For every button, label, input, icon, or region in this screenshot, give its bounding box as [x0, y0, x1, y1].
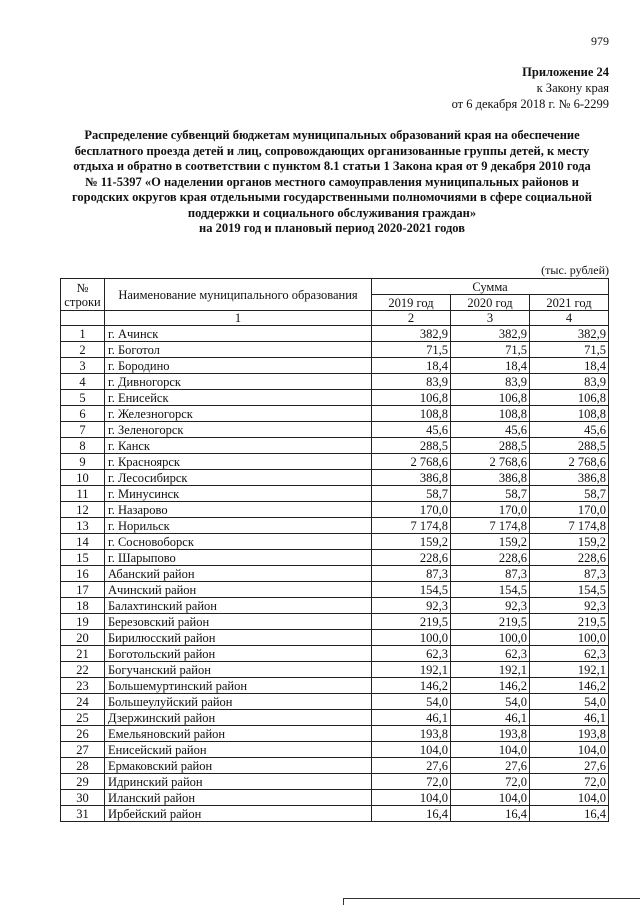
municipality-name-cell: Большеулуйский район	[105, 694, 372, 710]
amount-2019-cell: 27,6	[372, 758, 451, 774]
title-line: городских округов края отдельными государственными полномочиями в сфере социальной	[72, 190, 592, 204]
amount-2019-cell: 58,7	[372, 486, 451, 502]
table-row	[61, 646, 609, 662]
amount-2019-cell: 83,9	[372, 374, 451, 390]
table-row	[61, 598, 609, 614]
table-row	[61, 710, 609, 726]
row-number-cell: 18	[61, 598, 105, 614]
amount-2020-cell: 100,0	[451, 630, 530, 646]
amount-2020-cell: 92,3	[451, 598, 530, 614]
municipality-name-cell: г. Бородино	[105, 358, 372, 374]
row-number-cell: 28	[61, 758, 105, 774]
header-year-2020: 2020 год	[451, 295, 530, 311]
amount-2021-cell: 72,0	[530, 774, 609, 790]
row-number-cell: 23	[61, 678, 105, 694]
municipality-name-cell: г. Сосновоборск	[105, 534, 372, 550]
row-number-cell: 12	[61, 502, 105, 518]
header-year-2019: 2019 год	[372, 295, 451, 311]
column-index: 1	[105, 311, 372, 326]
municipality-name-cell: г. Боготол	[105, 342, 372, 358]
municipality-name-cell: г. Ачинск	[105, 326, 372, 342]
table-row	[61, 422, 609, 438]
amount-2019-cell: 154,5	[372, 582, 451, 598]
amount-2019-cell: 2 768,6	[372, 454, 451, 470]
amount-2020-cell: 193,8	[451, 726, 530, 742]
amount-2020-cell: 72,0	[451, 774, 530, 790]
table-row	[61, 470, 609, 486]
municipality-name-cell: Бирилюсский район	[105, 630, 372, 646]
municipality-name-cell: г. Норильск	[105, 518, 372, 534]
amount-2019-cell: 104,0	[372, 742, 451, 758]
row-number-cell: 9	[61, 454, 105, 470]
amount-2019-cell: 92,3	[372, 598, 451, 614]
table-row	[61, 774, 609, 790]
amount-2021-cell: 386,8	[530, 470, 609, 486]
amount-2020-cell: 108,8	[451, 406, 530, 422]
amount-2020-cell: 2 768,6	[451, 454, 530, 470]
table-row	[61, 438, 609, 454]
row-number-cell: 5	[61, 390, 105, 406]
header-row-number: № строки	[61, 279, 105, 311]
municipality-name-cell: Енисейский район	[105, 742, 372, 758]
row-number-cell: 19	[61, 614, 105, 630]
municipality-name-cell: г. Дивногорск	[105, 374, 372, 390]
document-title	[52, 128, 612, 237]
amount-2021-cell: 87,3	[530, 566, 609, 582]
amount-2021-cell: 104,0	[530, 790, 609, 806]
row-number-cell: 14	[61, 534, 105, 550]
amount-2021-cell: 7 174,8	[530, 518, 609, 534]
row-number-cell: 20	[61, 630, 105, 646]
title-line: Распределение субвенций бюджетам муниципальных образований края на обеспечение	[84, 128, 580, 142]
table-row	[61, 518, 609, 534]
amount-2020-cell: 83,9	[451, 374, 530, 390]
municipality-name-cell: Богучанский район	[105, 662, 372, 678]
row-number-cell: 22	[61, 662, 105, 678]
amount-2020-cell: 288,5	[451, 438, 530, 454]
row-number-cell: 17	[61, 582, 105, 598]
row-number-cell: 1	[61, 326, 105, 342]
municipality-name-cell: Емельяновский район	[105, 726, 372, 742]
amount-2019-cell: 54,0	[372, 694, 451, 710]
amount-2019-cell: 100,0	[372, 630, 451, 646]
amount-2021-cell: 16,4	[530, 806, 609, 822]
municipality-name-cell: г. Зеленогорск	[105, 422, 372, 438]
table-row	[61, 534, 609, 550]
amount-2019-cell: 71,5	[372, 342, 451, 358]
amount-2020-cell: 104,0	[451, 790, 530, 806]
municipality-name-cell: г. Енисейск	[105, 390, 372, 406]
table-body	[61, 326, 609, 822]
amount-2020-cell: 58,7	[451, 486, 530, 502]
amount-2020-cell: 382,9	[451, 326, 530, 342]
amount-2019-cell: 192,1	[372, 662, 451, 678]
municipality-name-cell: Идринский район	[105, 774, 372, 790]
column-index: 2	[372, 311, 451, 326]
amount-2020-cell: 146,2	[451, 678, 530, 694]
table-row	[61, 630, 609, 646]
amount-2021-cell: 27,6	[530, 758, 609, 774]
amount-2019-cell: 386,8	[372, 470, 451, 486]
row-number-cell: 2	[61, 342, 105, 358]
municipality-name-cell: Большемуртинский район	[105, 678, 372, 694]
table-row	[61, 790, 609, 806]
row-number-cell: 25	[61, 710, 105, 726]
amount-2021-cell: 154,5	[530, 582, 609, 598]
amount-2020-cell: 228,6	[451, 550, 530, 566]
table-row	[61, 678, 609, 694]
amount-2019-cell: 146,2	[372, 678, 451, 694]
amount-2019-cell: 193,8	[372, 726, 451, 742]
amount-2019-cell: 7 174,8	[372, 518, 451, 534]
amount-2021-cell: 193,8	[530, 726, 609, 742]
amount-2020-cell: 106,8	[451, 390, 530, 406]
table-row	[61, 742, 609, 758]
footer-box-edge	[343, 898, 640, 905]
municipality-name-cell: Ермаковский район	[105, 758, 372, 774]
amount-2020-cell: 27,6	[451, 758, 530, 774]
amount-2021-cell: 382,9	[530, 326, 609, 342]
row-number-cell: 4	[61, 374, 105, 390]
table-row	[61, 694, 609, 710]
table-row	[61, 486, 609, 502]
amount-2021-cell: 100,0	[530, 630, 609, 646]
amount-2019-cell: 72,0	[372, 774, 451, 790]
amount-2020-cell: 71,5	[451, 342, 530, 358]
amount-2019-cell: 16,4	[372, 806, 451, 822]
table-row	[61, 662, 609, 678]
amount-2019-cell: 45,6	[372, 422, 451, 438]
title-line: № 11-5397 «О наделении органов местного самоуправления муниципальных районов и	[85, 174, 579, 189]
amount-2019-cell: 18,4	[372, 358, 451, 374]
amount-2021-cell: 104,0	[530, 742, 609, 758]
amount-2021-cell: 192,1	[530, 662, 609, 678]
amount-2019-cell: 106,8	[372, 390, 451, 406]
municipality-name-cell: Дзержинский район	[105, 710, 372, 726]
municipality-name-cell: Ирбейский район	[105, 806, 372, 822]
amount-2020-cell: 170,0	[451, 502, 530, 518]
amount-2021-cell: 159,2	[530, 534, 609, 550]
amount-2021-cell: 83,9	[530, 374, 609, 390]
row-number-cell: 24	[61, 694, 105, 710]
units-label: (тыс. рублей)	[541, 263, 609, 277]
table-row	[61, 806, 609, 822]
column-index: 4	[530, 311, 609, 326]
amount-2019-cell: 219,5	[372, 614, 451, 630]
table-row	[61, 566, 609, 582]
table-row	[61, 550, 609, 566]
amount-2021-cell: 62,3	[530, 646, 609, 662]
table-row	[61, 374, 609, 390]
table-row	[61, 502, 609, 518]
table-row	[61, 326, 609, 342]
amount-2019-cell: 382,9	[372, 326, 451, 342]
municipality-name-cell: Балахтинский район	[105, 598, 372, 614]
amount-2019-cell: 159,2	[372, 534, 451, 550]
row-number-cell: 29	[61, 774, 105, 790]
municipality-name-cell: г. Канск	[105, 438, 372, 454]
table-row	[61, 390, 609, 406]
table-row	[61, 358, 609, 374]
title-line: отдыха и обратно в соответствии с пунктом 8.1 статьи 1 Закона края от 9 декабря 2010 года	[73, 159, 591, 173]
amount-2020-cell: 45,6	[451, 422, 530, 438]
municipality-name-cell: г. Красноярск	[105, 454, 372, 470]
row-number-cell: 6	[61, 406, 105, 422]
amount-2021-cell: 219,5	[530, 614, 609, 630]
table-row	[61, 758, 609, 774]
amount-2019-cell: 288,5	[372, 438, 451, 454]
amount-2021-cell: 54,0	[530, 694, 609, 710]
row-number-cell: 31	[61, 806, 105, 822]
amount-2020-cell: 18,4	[451, 358, 530, 374]
amount-2020-cell: 62,3	[451, 646, 530, 662]
header-municipality: Наименование муниципального образования	[105, 279, 372, 311]
amount-2020-cell: 87,3	[451, 566, 530, 582]
row-number-cell: 27	[61, 742, 105, 758]
amount-2021-cell: 106,8	[530, 390, 609, 406]
row-number-cell: 3	[61, 358, 105, 374]
row-number-cell: 10	[61, 470, 105, 486]
municipality-name-cell: Ачинский район	[105, 582, 372, 598]
row-number-cell: 13	[61, 518, 105, 534]
amount-2019-cell: 62,3	[372, 646, 451, 662]
municipality-name-cell: г. Шарыпово	[105, 550, 372, 566]
amount-2021-cell: 288,5	[530, 438, 609, 454]
amount-2020-cell: 219,5	[451, 614, 530, 630]
header-year-2021: 2021 год	[530, 295, 609, 311]
municipality-name-cell: г. Минусинск	[105, 486, 372, 502]
column-index-spacer	[61, 311, 105, 326]
amount-2021-cell: 58,7	[530, 486, 609, 502]
row-number-cell: 16	[61, 566, 105, 582]
appendix-title: Приложение 24	[522, 65, 609, 79]
municipality-name-cell: Боготольский район	[105, 646, 372, 662]
amount-2019-cell: 170,0	[372, 502, 451, 518]
amount-2021-cell: 170,0	[530, 502, 609, 518]
municipality-name-cell: г. Назарово	[105, 502, 372, 518]
amount-2021-cell: 146,2	[530, 678, 609, 694]
row-number-cell: 8	[61, 438, 105, 454]
amount-2021-cell: 228,6	[530, 550, 609, 566]
amount-2020-cell: 154,5	[451, 582, 530, 598]
table-row	[61, 582, 609, 598]
amount-2020-cell: 159,2	[451, 534, 530, 550]
row-number-cell: 11	[61, 486, 105, 502]
amount-2020-cell: 7 174,8	[451, 518, 530, 534]
title-line: бесплатного проезда детей и лиц, сопровождающих организованные группы детей, к месту	[74, 143, 590, 158]
row-number-cell: 30	[61, 790, 105, 806]
amount-2021-cell: 46,1	[530, 710, 609, 726]
row-number-cell: 21	[61, 646, 105, 662]
table-row	[61, 726, 609, 742]
subsidy-table	[60, 278, 609, 822]
appendix-header	[452, 64, 609, 112]
amount-2019-cell: 108,8	[372, 406, 451, 422]
title-line: на 2019 год и плановый период 2020-2021 годов	[199, 221, 465, 235]
amount-2019-cell: 87,3	[372, 566, 451, 582]
municipality-name-cell: Березовский район	[105, 614, 372, 630]
title-line: поддержки и социального обслуживания граждан»	[187, 205, 477, 220]
header-sum: Сумма	[372, 279, 609, 295]
amount-2019-cell: 228,6	[372, 550, 451, 566]
amount-2020-cell: 192,1	[451, 662, 530, 678]
municipality-name-cell: г. Лесосибирск	[105, 470, 372, 486]
table-row	[61, 614, 609, 630]
municipality-name-cell: Иланский район	[105, 790, 372, 806]
amount-2019-cell: 104,0	[372, 790, 451, 806]
row-number-cell: 7	[61, 422, 105, 438]
amount-2020-cell: 54,0	[451, 694, 530, 710]
amount-2021-cell: 2 768,6	[530, 454, 609, 470]
table-row	[61, 454, 609, 470]
page-number: 979	[591, 34, 609, 48]
row-number-cell: 26	[61, 726, 105, 742]
amount-2020-cell: 104,0	[451, 742, 530, 758]
amount-2021-cell: 71,5	[530, 342, 609, 358]
column-index: 3	[451, 311, 530, 326]
municipality-name-cell: г. Железногорск	[105, 406, 372, 422]
appendix-law-ref: к Закону края	[536, 81, 609, 95]
amount-2019-cell: 46,1	[372, 710, 451, 726]
amount-2021-cell: 108,8	[530, 406, 609, 422]
appendix-law-date: от 6 декабря 2018 г. № 6-2299	[451, 97, 609, 111]
amount-2020-cell: 16,4	[451, 806, 530, 822]
municipality-name-cell: Абанский район	[105, 566, 372, 582]
amount-2021-cell: 92,3	[530, 598, 609, 614]
amount-2020-cell: 46,1	[451, 710, 530, 726]
amount-2021-cell: 45,6	[530, 422, 609, 438]
amount-2020-cell: 386,8	[451, 470, 530, 486]
row-number-cell: 15	[61, 550, 105, 566]
table-row	[61, 406, 609, 422]
amount-2021-cell: 18,4	[530, 358, 609, 374]
table-row	[61, 342, 609, 358]
